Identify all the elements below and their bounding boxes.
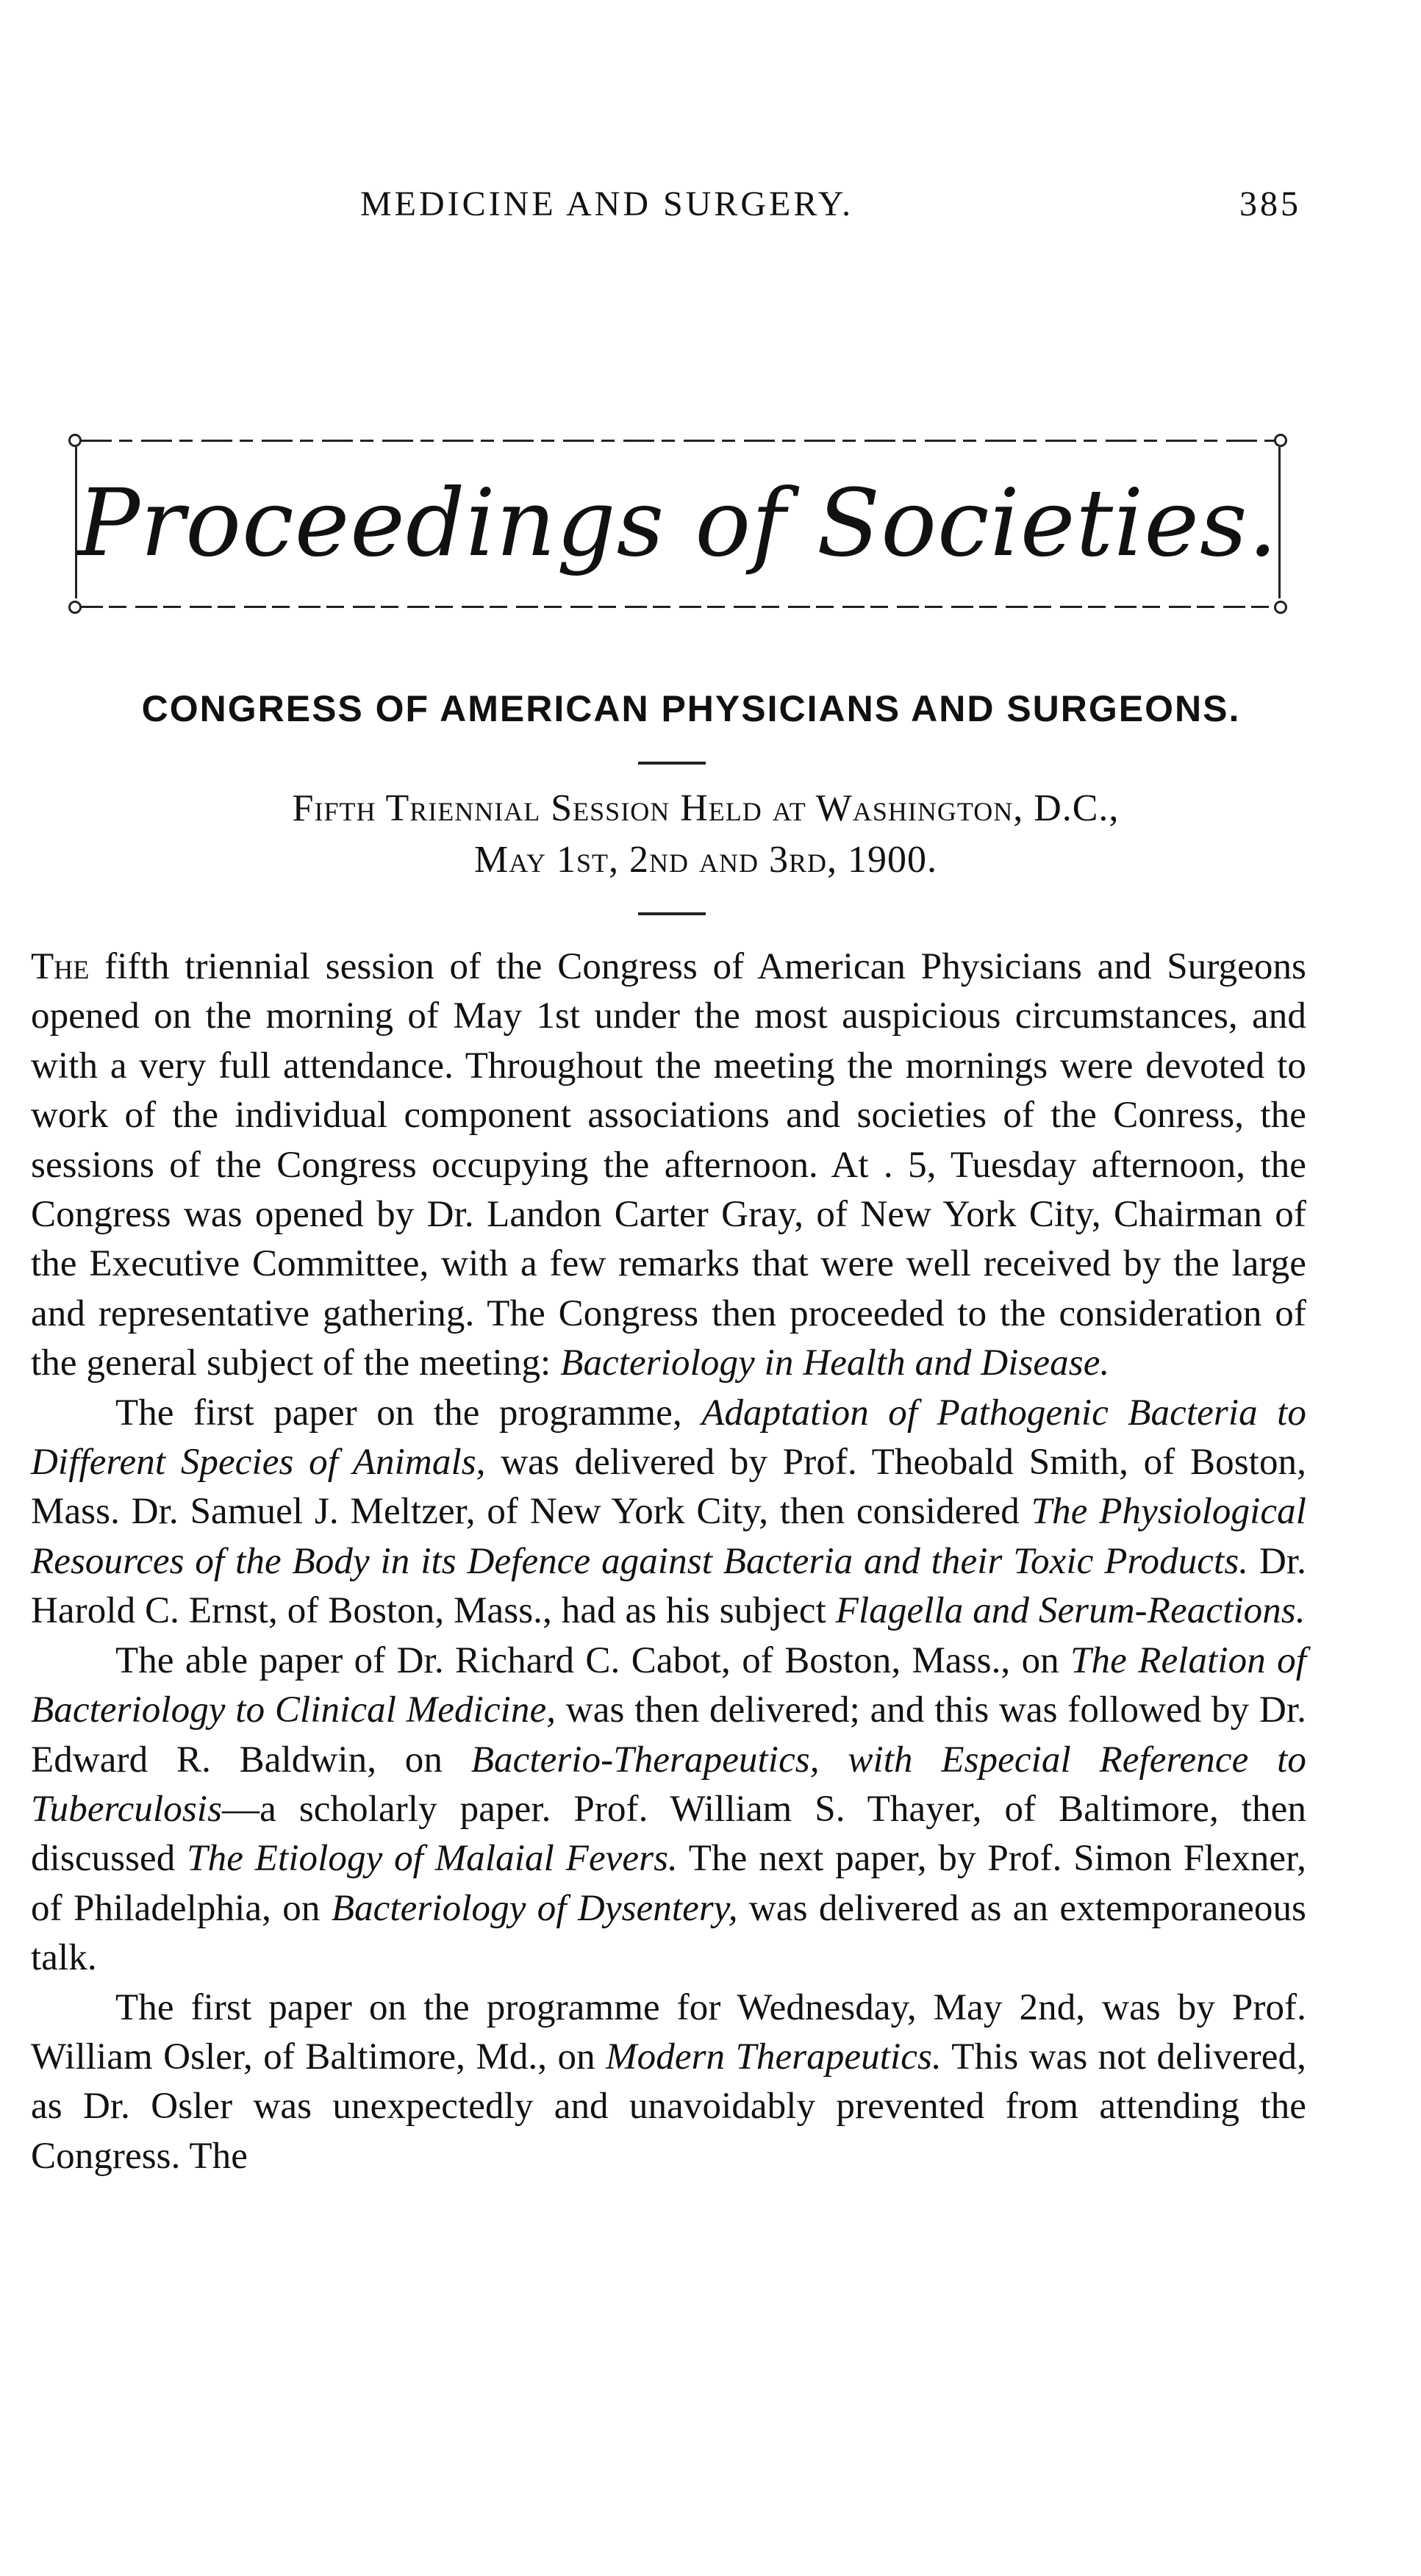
- italic-title: ial Fevers.: [514, 1838, 678, 1880]
- italic-title: The Physiological Resources of the Body in its Defence against Bacteria and their Toxic Products.: [31, 1491, 1307, 1582]
- paragraph-text: . 5, Tuesday afternoon, the Congress was opened by Dr. Landon Carter Gray, of New York City, Chairman of the Executive Committee, with a few remarks that were well received by the large and representative gathering. The Congress then proceeded to the consideration of the general subject of the meeting:: [31, 1144, 1306, 1384]
- frame-corner-ornament: [68, 434, 82, 447]
- frame-top-rule: [81, 440, 1275, 442]
- frame-corner-ornament: [1274, 601, 1287, 614]
- article-body: [31, 942, 1306, 2181]
- paragraph-text: fifth triennial session of the Congress of American Physicians and Surgeons opened on the morning of May 1st under the most auspicious circumstances, and with a very full attendance. Throughout the meeting the mornings were devoted to work of the individual component associations and societies of the Con: [31, 946, 1306, 1137]
- paragraph-text: ress, the sessions of the Congress occupying the afternoon. At: [31, 1095, 1306, 1186]
- session-line-two: May 1st, 2nd and 3rd, 1900.: [474, 839, 937, 881]
- frame-corner-ornament: [1274, 434, 1287, 447]
- ornamental-title-frame: [68, 434, 1288, 614]
- frame-corner-ornament: [68, 601, 82, 614]
- paragraph-text: —a scholarly paper. Prof. William S. Thayer, of Baltimore, then discussed: [31, 1788, 1306, 1880]
- short-divider: [638, 762, 706, 765]
- italic-title: Flagella and Serum-Reactions.: [835, 1590, 1306, 1632]
- italic-title: Bacteriology in Health and Disease.: [560, 1342, 1110, 1384]
- italic-title: The Relation of Bacteriology to Clinical Medicine,: [31, 1639, 1306, 1731]
- italic-title: Adaptation of Pathogenic Bacteria to Different Species of Animals,: [31, 1392, 1306, 1484]
- running-header: [360, 184, 1301, 235]
- paragraph-text: This was not delivered, as Dr. Osler was unexpectedly and unavoidably prevented from attending the Congress. The: [31, 2036, 1306, 2177]
- paragraph-text: Dr. Harold C. Ernst, of Boston, Mass., had as his subject: [31, 1540, 1307, 1632]
- frame-bottom-rule: [81, 606, 1275, 608]
- paragraph-text: was delivered as an extemporaneous talk.: [31, 1887, 1306, 1979]
- paragraph-lead: The: [31, 946, 90, 987]
- paragraph-two: [31, 1389, 1306, 1636]
- paragraph-four: [31, 1983, 1306, 2182]
- paragraph-text: The first paper on the programme,: [115, 1392, 682, 1434]
- congress-heading: CONGRESS OF AMERICAN PHYSICIANS AND SURGEONS.: [141, 688, 1241, 729]
- paragraph-text: was then delivered; and this was followed by Dr. Edward R. Baldwin, on: [31, 1689, 1306, 1781]
- session-line-one: Fifth Triennial Session Held at Washington, D.C.,: [292, 787, 1120, 829]
- page-number: 385: [1239, 185, 1301, 223]
- italic-title: The Etiology of Mala: [187, 1838, 515, 1880]
- italic-title: Modern Therapeutics.: [606, 2036, 942, 2078]
- italic-title: Bacteriology of Dysentery,: [331, 1887, 738, 1929]
- italic-title: Bacterio-Therapeutics, with Especial Reference to Tuberculosis: [31, 1739, 1306, 1830]
- proceedings-title: Proceedings of Societies.: [77, 469, 1278, 577]
- running-title: MEDICINE AND SURGERY.: [360, 185, 854, 223]
- paragraph-one: [31, 942, 1306, 1389]
- paragraph-text: The able paper of Dr. Richard C. Cabot, of Boston, Mass., on: [115, 1639, 1059, 1681]
- paragraph-three: [31, 1636, 1306, 1983]
- paragraph-text: was delivered by Prof. Theobald Smith, of Boston, Mass. Dr. Samuel J. Meltzer, of New York City, then considered: [31, 1442, 1306, 1533]
- paragraph-text: The next paper, by Prof. Simon Flexner, of Philadelphia, on: [31, 1838, 1306, 1929]
- short-divider: [638, 912, 706, 915]
- paragraph-text: The first paper on the programme for Wednesday, May 2nd, was by Prof. William Osler, of Baltimore, Md., on: [31, 1986, 1306, 2078]
